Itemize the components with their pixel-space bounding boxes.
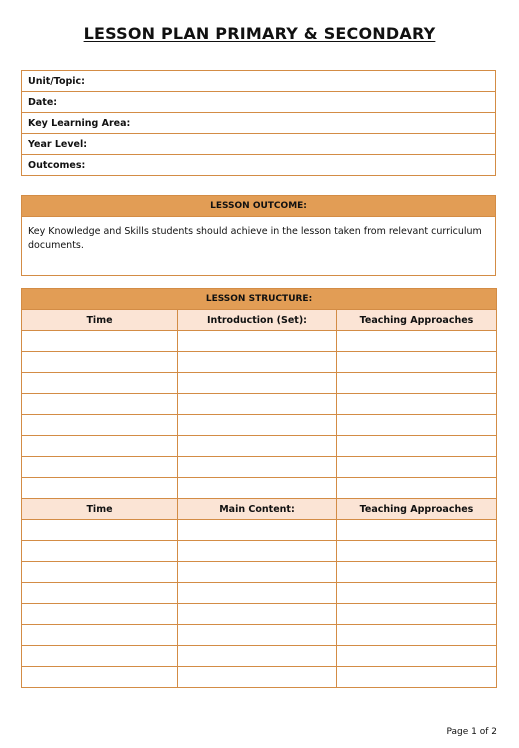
info-table (21, 70, 496, 176)
intro-header-teaching-approaches: Teaching Approaches (337, 310, 497, 331)
intro-header-row (22, 310, 497, 331)
table-cell[interactable] (22, 583, 178, 604)
table-row (22, 667, 497, 688)
table-cell[interactable] (178, 541, 337, 562)
table-cell[interactable] (22, 604, 178, 625)
table-cell[interactable] (178, 436, 337, 457)
main-header-row (22, 499, 497, 520)
table-cell[interactable] (337, 667, 497, 688)
table-cell[interactable] (22, 394, 178, 415)
table-cell[interactable] (178, 604, 337, 625)
table-cell[interactable] (337, 625, 497, 646)
table-cell[interactable] (178, 646, 337, 667)
table-cell[interactable] (22, 457, 178, 478)
table-cell[interactable] (337, 373, 497, 394)
table-cell[interactable] (178, 520, 337, 541)
table-row (22, 604, 497, 625)
table-cell[interactable] (22, 436, 178, 457)
table-cell[interactable] (22, 478, 178, 499)
main-header-teaching-approaches: Teaching Approaches (337, 499, 497, 520)
table-cell[interactable] (178, 667, 337, 688)
table-row (22, 331, 497, 352)
table-cell[interactable] (337, 457, 497, 478)
table-row (22, 352, 497, 373)
page-number: Page 1 of 2 (446, 727, 497, 737)
table-row (22, 478, 497, 499)
table-row (22, 457, 497, 478)
table-cell[interactable] (178, 562, 337, 583)
lesson-outcome-body[interactable]: Key Knowledge and Skills students should achieve in the lesson taken from relevant curriculum documents. (22, 217, 496, 276)
table-cell[interactable] (22, 646, 178, 667)
table-cell[interactable] (337, 394, 497, 415)
table-cell[interactable] (337, 478, 497, 499)
page-title: LESSON PLAN PRIMARY & SECONDARY (83, 24, 436, 43)
table-row (22, 520, 497, 541)
table-cell[interactable] (337, 604, 497, 625)
lesson-outcome-heading: LESSON OUTCOME: (22, 196, 496, 217)
table-cell[interactable] (22, 541, 178, 562)
table-row (22, 625, 497, 646)
table-cell[interactable] (337, 520, 497, 541)
info-field-outcomes[interactable]: Outcomes: (22, 155, 496, 176)
info-field-date[interactable]: Date: (22, 92, 496, 113)
main-header-main-content: Main Content: (178, 499, 337, 520)
table-row (22, 373, 497, 394)
table-row (22, 415, 497, 436)
table-cell[interactable] (178, 457, 337, 478)
table-cell[interactable] (337, 583, 497, 604)
table-row (22, 646, 497, 667)
table-cell[interactable] (337, 541, 497, 562)
table-cell[interactable] (178, 394, 337, 415)
table-cell[interactable] (178, 478, 337, 499)
table-row (22, 436, 497, 457)
table-cell[interactable] (337, 562, 497, 583)
table-cell[interactable] (22, 562, 178, 583)
table-cell[interactable] (337, 436, 497, 457)
table-cell[interactable] (22, 331, 178, 352)
table-cell[interactable] (22, 667, 178, 688)
lesson-outcome-table (21, 195, 496, 276)
main-header-time: Time (22, 499, 178, 520)
lesson-structure-heading: LESSON STRUCTURE: (22, 289, 497, 310)
table-cell[interactable] (22, 415, 178, 436)
lesson-structure-table (21, 288, 497, 688)
table-cell[interactable] (178, 352, 337, 373)
table-cell[interactable] (337, 646, 497, 667)
table-row (22, 562, 497, 583)
table-cell[interactable] (178, 415, 337, 436)
info-field-unit-topic[interactable]: Unit/Topic: (22, 71, 496, 92)
table-cell[interactable] (22, 352, 178, 373)
table-cell[interactable] (178, 583, 337, 604)
table-cell[interactable] (337, 331, 497, 352)
table-cell[interactable] (337, 415, 497, 436)
table-cell[interactable] (337, 352, 497, 373)
info-field-key-learning-area[interactable]: Key Learning Area: (22, 113, 496, 134)
table-cell[interactable] (178, 373, 337, 394)
info-field-year-level[interactable]: Year Level: (22, 134, 496, 155)
table-row (22, 541, 497, 562)
table-cell[interactable] (22, 520, 178, 541)
table-row (22, 394, 497, 415)
table-cell[interactable] (22, 625, 178, 646)
intro-header-introduction: Introduction (Set): (178, 310, 337, 331)
table-cell[interactable] (178, 331, 337, 352)
table-cell[interactable] (22, 373, 178, 394)
table-row (22, 583, 497, 604)
table-cell[interactable] (178, 625, 337, 646)
intro-header-time: Time (22, 310, 178, 331)
